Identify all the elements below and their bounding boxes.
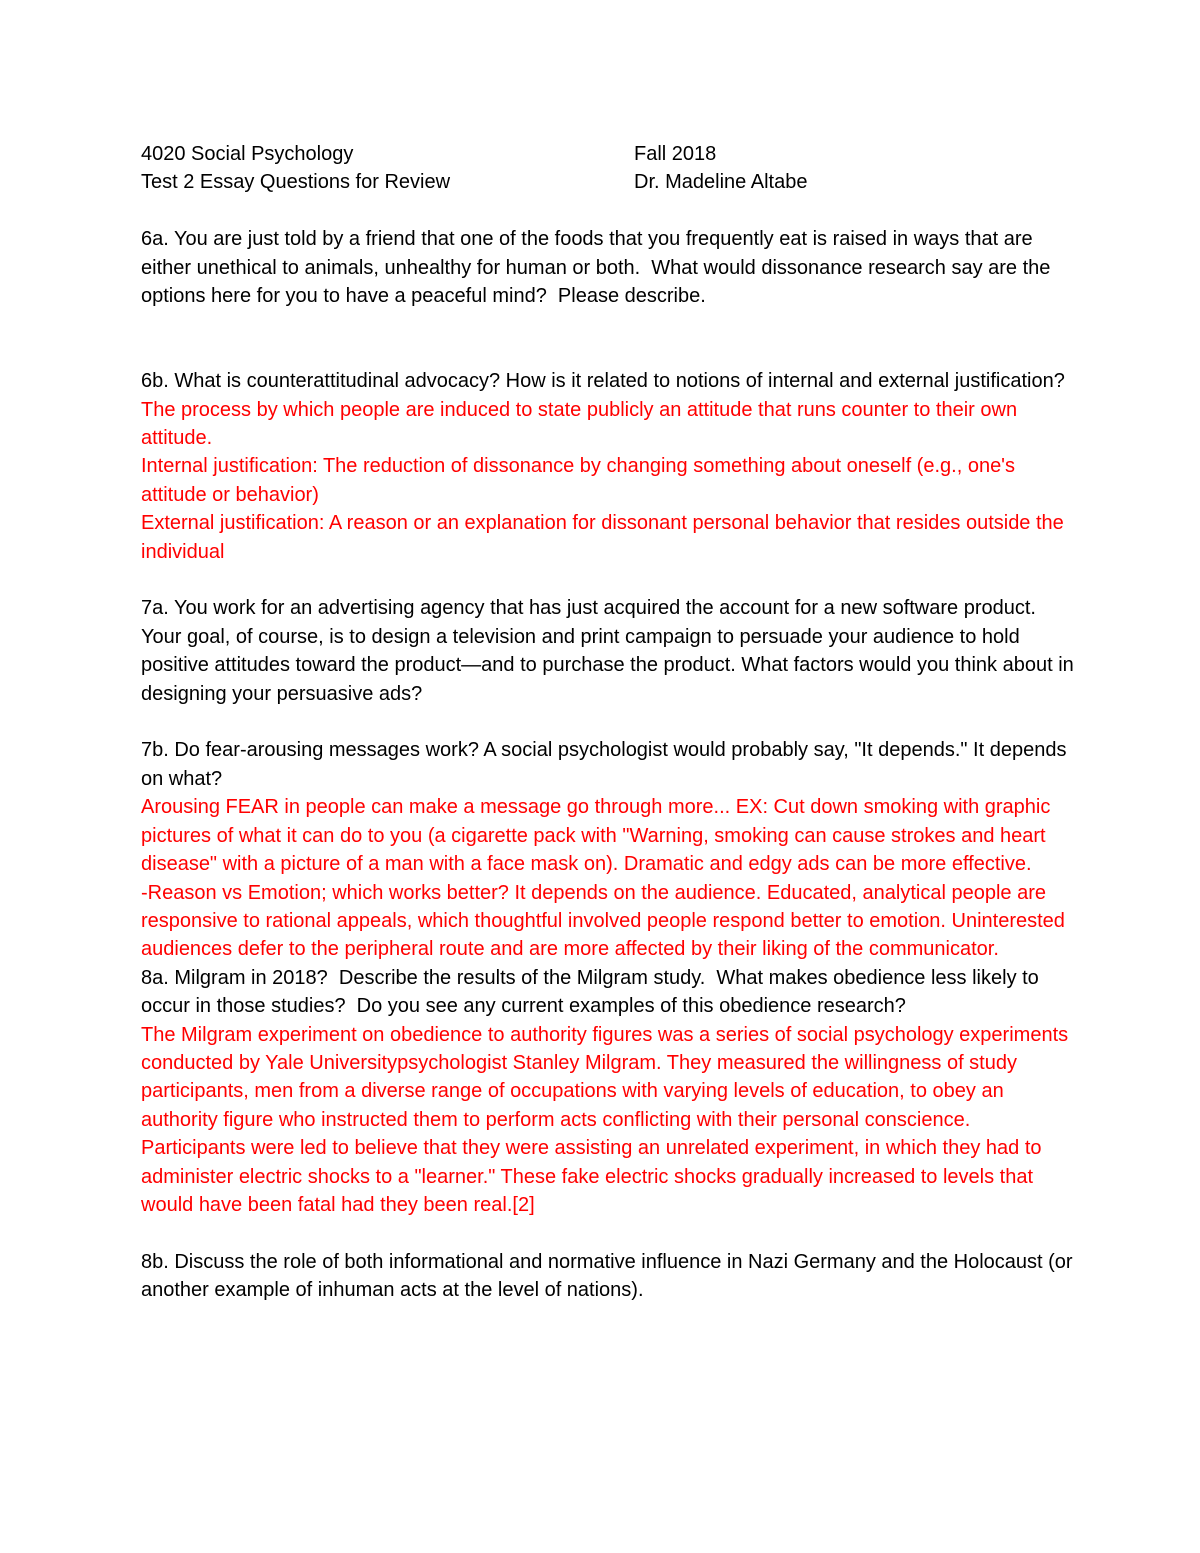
course-title: 4020 Social Psychology <box>141 143 354 165</box>
answer-8a: The Milgram experiment on obedience to authority figures was a series of social psychology experiments conducted by Yale Universitypsychologist Stanley Milgram. They measured the willingness of study participants, men from a diverse range of occupations with varying levels of education, to obey an authority figure who instructed them to perform acts conflicting with their personal conscience. Participants were led to believe that they were assisting an unrelated experiment, in which they had to administer electric shocks to a "learner." These fake electric shocks gradually increased to levels that would have been fatal had they been real.[2] <box>141 1023 1074 1216</box>
semester: Fall 2018 <box>634 143 717 165</box>
spacer <box>141 310 1076 367</box>
spacer <box>141 1219 1076 1247</box>
question-6b: 6b. What is counterattitudinal advocacy? How is it related to notions of internal and external justification? <box>141 370 1065 393</box>
answer-6b-external: External justification: A reason or an explanation for dissonant personal behavior that resides outside the individual <box>141 512 1070 563</box>
question-8a: 8a. Milgram in 2018? Describe the results of the Milgram study. What makes obedience less likely to occur in those studies? Do you see any current examples of this obedience research? <box>141 966 1045 1018</box>
question-7b: 7b. Do fear-arousing messages work? A social psychologist would probably say, "It depends." It depends on what? <box>141 739 1073 790</box>
header-row-1 <box>141 140 1076 168</box>
spacer <box>141 197 1076 225</box>
question-6a: 6a. You are just told by a friend that one of the foods that you frequently eat is raised in ways that are either unethical to animals, unhealthy for human or both. What would dissonance research say are the options here for you to have a peaceful mind? Please describe. <box>141 228 1056 308</box>
spacer <box>141 708 1076 736</box>
answer-7b-fear: Arousing FEAR in people can make a message go through more... EX: Cut down smoking with graphic pictures of what it can do to you (a cigarette pack with "Warning, smoking can cause strokes and heart disease" with a picture of a man with a face mask on). Dramatic and edgy ads can be more effective. <box>141 796 1056 876</box>
question-7a: 7a. You work for an advertising agency that has just acquired the account for a new software product. Your goal, of course, is to design a television and print campaign to persuade your audience to hold positive attitudes toward the product—and to purchase the product. What factors would you think about in designing your persuasive ads? <box>141 597 1080 705</box>
instructor-name: Dr. Madeline Altabe <box>634 171 808 194</box>
answer-6b-definition: The process by which people are induced to state publicly an attitude that runs counter to their own attitude. <box>141 398 1023 450</box>
document-subtitle: Test 2 Essay Questions for Review <box>141 171 451 194</box>
answer-7b-reason-emotion: -Reason vs Emotion; which works better? It depends on the audience. Educated, analytical people are responsive to rational appeals, which thoughtful involved people respond better to emotion. Uninterested audiences defer to the peripheral route and are more affected by their liking of the communicator. <box>141 881 1071 961</box>
answer-6b-internal: Internal justification: The reduction of dissonance by changing something about oneself (e.g., one's attitude or behavior) <box>141 455 1021 506</box>
spacer <box>141 566 1076 594</box>
header-row-2 <box>141 168 1076 196</box>
document-page <box>141 140 1080 1305</box>
question-8b: 8b. Discuss the role of both informational and normative influence in Nazi Germany and the Holocaust (or another example of inhuman acts at the level of nations). <box>141 1250 1079 1302</box>
